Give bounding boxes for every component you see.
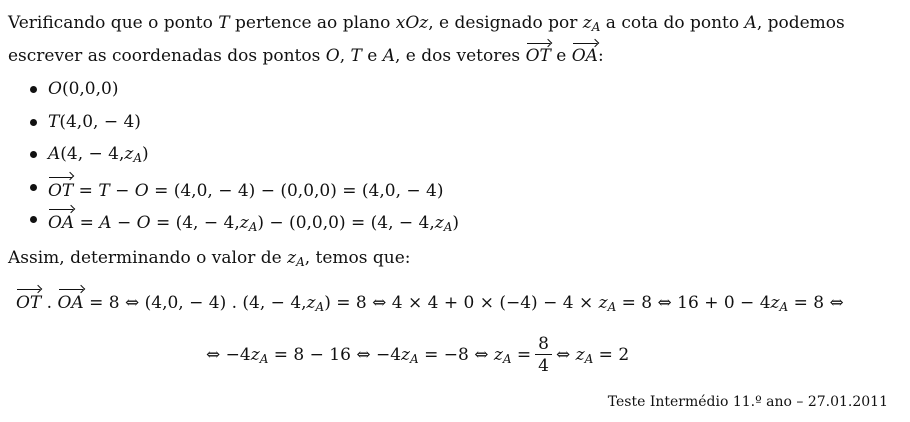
math-expr: (0,0,0) <box>61 79 119 99</box>
math-var: z <box>306 293 316 313</box>
source-citation: Teste Intermédio 11.º ano – 27.01.2011 <box>607 394 888 410</box>
intro-text: , e designado por <box>428 13 583 33</box>
math-subscript: A <box>133 151 143 165</box>
math-var: A <box>744 13 757 33</box>
math-subscript: A <box>259 351 269 366</box>
math-expr: = −8 ⇔ <box>418 344 494 365</box>
coordinates-list <box>28 76 459 239</box>
math-expr: A − O <box>99 213 151 233</box>
intro-text: e <box>361 46 383 66</box>
thus-text: Assim, determinando o valor de <box>8 248 288 268</box>
math-var: O <box>48 79 62 99</box>
math-expr: = <box>74 213 100 233</box>
math-expr: . <box>41 293 58 313</box>
fraction-numerator: 8 <box>535 334 552 355</box>
list-item <box>28 141 459 174</box>
math-var: z <box>770 293 780 313</box>
math-var: z <box>239 213 249 233</box>
math-expr: ⇔ −4 <box>206 344 251 365</box>
math-expr: = (4,0, − 4) − (0,0,0) = (4,0, − 4) <box>148 180 444 201</box>
vector-OT: OT <box>16 286 41 316</box>
math-expr: = 2 <box>593 344 630 365</box>
equation-line-1 <box>16 286 844 320</box>
vector-OA: OA <box>48 206 74 236</box>
math-var: A <box>48 144 61 164</box>
vector-OT: OT <box>48 174 73 204</box>
math-var: z <box>250 344 260 365</box>
math-subscript: A <box>315 300 325 314</box>
math-var: T <box>350 46 362 66</box>
math-var: A <box>382 46 395 66</box>
math-var: T <box>48 111 60 132</box>
intro-text: pertence ao plano <box>229 13 396 33</box>
vector-OA: OA <box>58 286 84 316</box>
thus-text: , temos que: <box>304 248 411 268</box>
math-var: z <box>582 13 592 33</box>
math-subscript: A <box>443 220 453 234</box>
list-item <box>28 206 459 239</box>
math-expr: ) <box>142 144 149 164</box>
fraction <box>535 334 552 377</box>
thus-paragraph <box>8 246 411 275</box>
math-subscript: A <box>248 220 258 234</box>
math-var: z <box>493 344 503 365</box>
math-subscript: A <box>591 20 601 34</box>
vector-OT: OT <box>526 40 551 69</box>
math-var: z <box>598 293 608 313</box>
math-subscript: A <box>607 300 617 314</box>
list-item <box>28 174 459 207</box>
intro-paragraph <box>8 11 903 69</box>
intro-text: , podemos escrever as coordenadas dos pontos <box>8 13 845 66</box>
intro-text: , <box>339 46 351 66</box>
math-subscript: A <box>296 255 305 269</box>
vector-OA: OA <box>572 40 598 69</box>
list-item <box>28 109 459 142</box>
math-expr: = <box>511 344 532 365</box>
math-var: z <box>434 213 444 233</box>
math-expr: ) <box>452 213 460 233</box>
equation-line-2 <box>206 330 629 380</box>
math-expr: = 8 ⇔ 16 + 0 − 4 <box>616 293 771 313</box>
intro-text: Verificando que o ponto <box>8 13 219 33</box>
math-expr: = (4, − 4, <box>150 213 240 233</box>
math-expr: ) = 8 ⇔ 4 × 4 + 0 × (−4) − 4 × <box>324 293 599 313</box>
math-expr: ⇔ <box>555 344 576 365</box>
math-expr: (4,0, − 4) <box>59 111 141 132</box>
math-var: T <box>218 13 230 33</box>
intro-text: : <box>597 46 604 66</box>
math-subscript: A <box>410 351 419 366</box>
math-plane: xOz <box>395 13 429 33</box>
math-expr: = 8 ⇔ (4,0, − 4) . (4, − 4, <box>83 293 307 313</box>
math-expr: ) − (0,0,0) = (4, − 4, <box>257 213 435 233</box>
intro-text: a cota do ponto <box>600 13 745 33</box>
math-var: z <box>575 344 585 365</box>
intro-text: e <box>550 46 572 66</box>
math-subscript: A <box>779 300 789 314</box>
math-subscript: A <box>584 351 594 366</box>
math-var: z <box>124 144 134 164</box>
math-expr: T − O <box>98 180 149 201</box>
math-expr: (4, − 4, <box>60 144 125 164</box>
math-var: O <box>325 46 340 66</box>
math-expr: = 8 − 16 ⇔ −4 <box>268 344 402 365</box>
math-var: z <box>401 344 410 365</box>
math-subscript: A <box>502 351 512 366</box>
math-expr: = 8 ⇔ <box>788 293 844 313</box>
math-var: z <box>287 248 297 268</box>
math-expr: = <box>73 180 99 201</box>
intro-text: , e dos vetores <box>395 46 526 66</box>
list-item <box>28 76 459 109</box>
fraction-denominator: 4 <box>538 355 549 376</box>
